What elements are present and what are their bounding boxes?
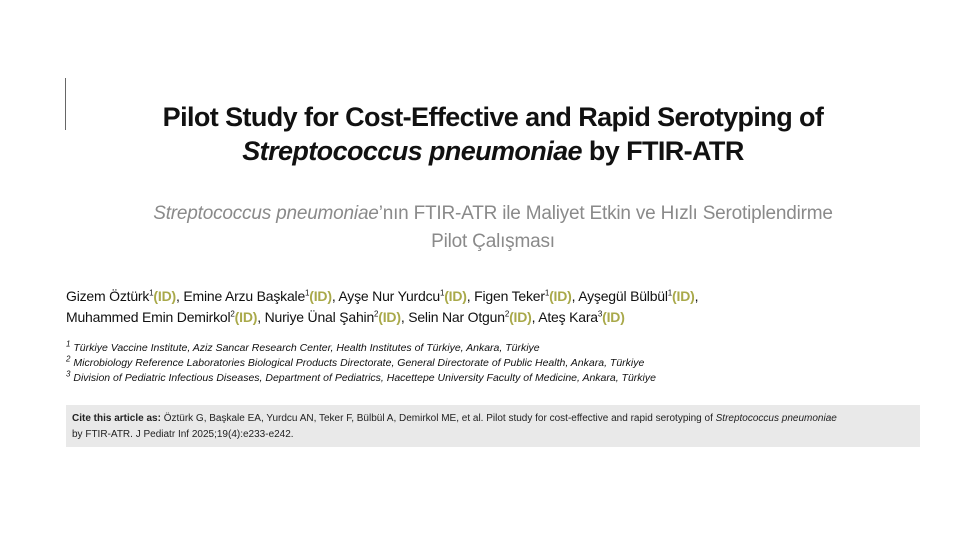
affiliation: $^2$ Microbiology Reference Laboratories Biological Products Directorate, General Directorate of Public Health, Ankara, Türkiye bbox=[66, 354, 645, 369]
author: Ayşegül Bülbül$^1$ bbox=[578, 288, 673, 304]
author: Emine Arzu Başkale$^1$ bbox=[183, 288, 310, 304]
author-line-2: Muhammed Emin Demirkol$^2$(ID), Nuriye Ünal Şahin$^2$(ID), Selin Nar Otgun$^2$(ID), Ateş Kara$^3$(ID) bbox=[66, 309, 625, 325]
left-margin-rule bbox=[65, 78, 66, 130]
orcid-icon[interactable]: (ID) bbox=[672, 288, 695, 304]
author: Nuriye Ünal Şahin$^2$ bbox=[264, 309, 379, 325]
title-line-2 bbox=[70, 134, 916, 168]
article-subtitle-turkish bbox=[70, 200, 916, 256]
title-line-1: Pilot Study for Cost-Effective and Rapid Serotyping of bbox=[162, 102, 824, 132]
title-line-2-rest: by FTIR-ATR bbox=[581, 136, 744, 166]
citation-label: Cite this article as: bbox=[72, 413, 161, 424]
subtitle-line-1-rest: ’nın FTIR-ATR ile Maliyet Etkin ve Hızlı Serotiplendirme bbox=[378, 203, 833, 224]
author: Gizem Öztürk$^1$ bbox=[66, 288, 154, 304]
orcid-icon[interactable]: (ID) bbox=[153, 288, 176, 304]
citation-species-name: Streptococcus pneumoniae bbox=[715, 413, 837, 424]
affiliation: $^3$ Division of Pediatric Infectious Diseases, Department of Pediatrics, Hacettepe University Faculty of Medicine, Ankara, Türkiye bbox=[66, 369, 656, 384]
article-title bbox=[70, 100, 916, 168]
subtitle-line-1 bbox=[70, 200, 916, 228]
orcid-icon[interactable]: (ID) bbox=[509, 309, 532, 325]
affiliation: $^1$ Türkiye Vaccine Institute, Aziz Sancar Research Center, Health Institutes of Türkiye, Ankara, Türkiye bbox=[66, 339, 540, 354]
author-list bbox=[66, 286, 926, 328]
citation-box bbox=[66, 405, 920, 447]
author: Ayşe Nur Yurdcu$^1$ bbox=[338, 288, 445, 304]
orcid-icon[interactable]: (ID) bbox=[234, 309, 258, 325]
author: Selin Nar Otgun$^2$ bbox=[408, 309, 510, 325]
subtitle-line-2: Pilot Çalışması bbox=[431, 231, 555, 252]
author: Figen Teker$^1$ bbox=[474, 288, 550, 304]
orcid-icon[interactable]: (ID) bbox=[602, 309, 625, 325]
citation-line-1: Cite this article as: Öztürk G, Başkale EA, Yurdcu AN, Teker F, Bülbül A, Demirkol ME, et al. Pilot study for cost-effective and rapid serotyping of Streptococcus pneumoniae bbox=[72, 413, 837, 424]
title-species-name: Streptococcus pneumoniae bbox=[242, 136, 582, 166]
affiliation-list bbox=[66, 341, 926, 386]
author-line-1: Gizem Öztürk$^1$(ID), Emine Arzu Başkale$^1$(ID), Ayşe Nur Yurdcu$^1$(ID), Figen Teker$^1$(ID), Ayşegül Bülbül$^1$(ID), bbox=[66, 288, 699, 304]
orcid-icon[interactable]: (ID) bbox=[309, 288, 332, 304]
orcid-icon[interactable]: (ID) bbox=[549, 288, 572, 304]
orcid-icon[interactable]: (ID) bbox=[444, 288, 467, 304]
author: Muhammed Emin Demirkol$^2$ bbox=[66, 309, 235, 325]
citation-line-2: by FTIR-ATR. J Pediatr Inf 2025;19(4):e233-e242. bbox=[72, 429, 294, 440]
orcid-icon[interactable]: (ID) bbox=[378, 309, 401, 325]
subtitle-species-name: Streptococcus pneumoniae bbox=[153, 203, 379, 224]
author: Ateş Kara$^3$ bbox=[538, 309, 603, 325]
